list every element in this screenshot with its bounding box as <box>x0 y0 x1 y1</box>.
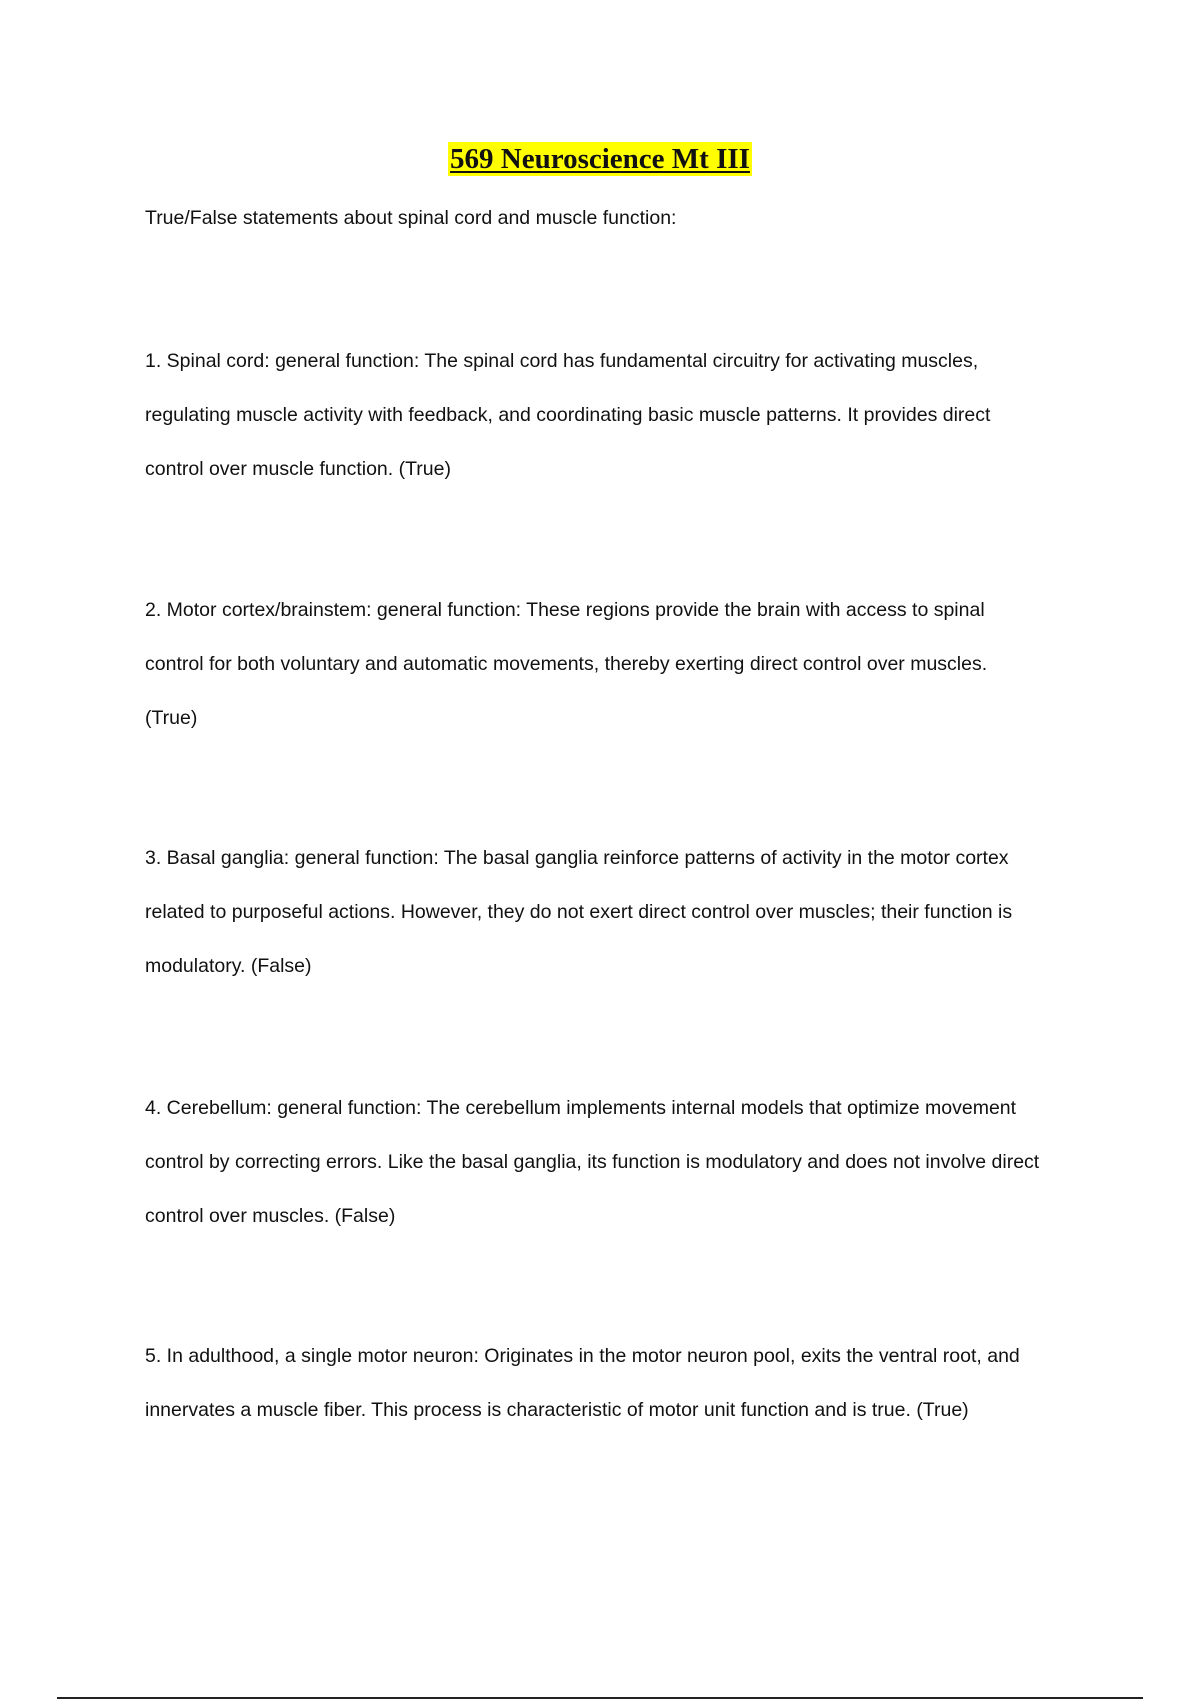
question-line: innervates a muscle fiber. This process is characteristic of motor unit function and is true. (True) <box>145 1399 969 1421</box>
question-line: control for both voluntary and automatic movements, thereby exerting direct control over muscles. <box>145 653 988 675</box>
question-3 <box>145 831 1095 993</box>
question-line: regulating muscle activity with feedback, and coordinating basic muscle patterns. It provides direct <box>145 404 991 426</box>
question-line: modulatory. (False) <box>145 955 312 977</box>
question-line: 4. Cerebellum: general function: The cerebellum implements internal models that optimize movement <box>145 1097 1017 1119</box>
question-line: control over muscles. (False) <box>145 1205 396 1227</box>
footer-rule <box>57 1697 1143 1699</box>
intro-text: True/False statements about spinal cord and muscle function: <box>145 207 677 229</box>
question-1 <box>145 334 1095 496</box>
document-title: 569 Neuroscience Mt III <box>450 143 750 175</box>
title-container <box>0 142 1200 176</box>
question-line: related to purposeful actions. However, they do not exert direct control over muscles; their function is <box>145 901 1013 923</box>
question-line: control by correcting errors. Like the basal ganglia, its function is modulatory and does not involve direct <box>145 1151 1040 1173</box>
question-line: control over muscle function. (True) <box>145 458 451 480</box>
question-line: 1. Spinal cord: general function: The spinal cord has fundamental circuitry for activating muscles, <box>145 350 979 372</box>
question-line: 2. Motor cortex/brainstem: general function: These regions provide the brain with access to spinal <box>145 599 985 621</box>
question-line: 5. In adulthood, a single motor neuron: Originates in the motor neuron pool, exits the ventral root, and <box>145 1345 1020 1367</box>
question-4 <box>145 1081 1095 1243</box>
question-2 <box>145 583 1095 745</box>
question-line: 3. Basal ganglia: general function: The basal ganglia reinforce patterns of activity in the motor cortex <box>145 847 1009 869</box>
question-line: (True) <box>145 707 198 729</box>
question-5 <box>145 1329 1095 1437</box>
